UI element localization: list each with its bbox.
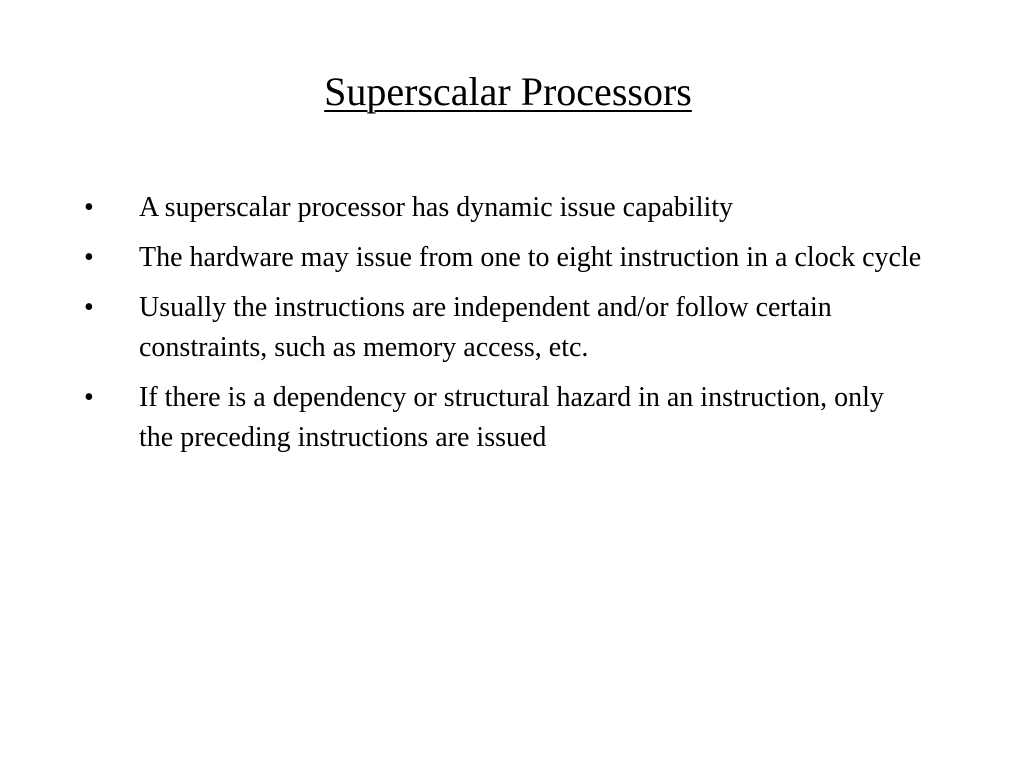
bullet-icon: •	[84, 192, 94, 223]
bullet-text: Usually the instructions are independent and/or follow certain constraints, such as memory access, etc.	[139, 292, 832, 363]
bullet-item	[84, 238, 924, 278]
bullet-item	[84, 378, 924, 458]
slide-title: Superscalar Processors	[324, 69, 692, 114]
bullet-text: The hardware may issue from one to eight instruction in a clock cycle	[139, 242, 922, 273]
bullet-text: If there is a dependency or structural hazard in an instruction, only the preceding instructions are issued	[139, 382, 884, 453]
bullet-icon: •	[84, 292, 94, 323]
bullet-text: A superscalar processor has dynamic issue capability	[139, 192, 734, 223]
bullet-list	[84, 188, 924, 468]
bullet-item	[84, 288, 924, 368]
bullet-item	[84, 188, 924, 228]
bullet-icon: •	[84, 382, 94, 413]
bullet-icon: •	[84, 242, 94, 273]
